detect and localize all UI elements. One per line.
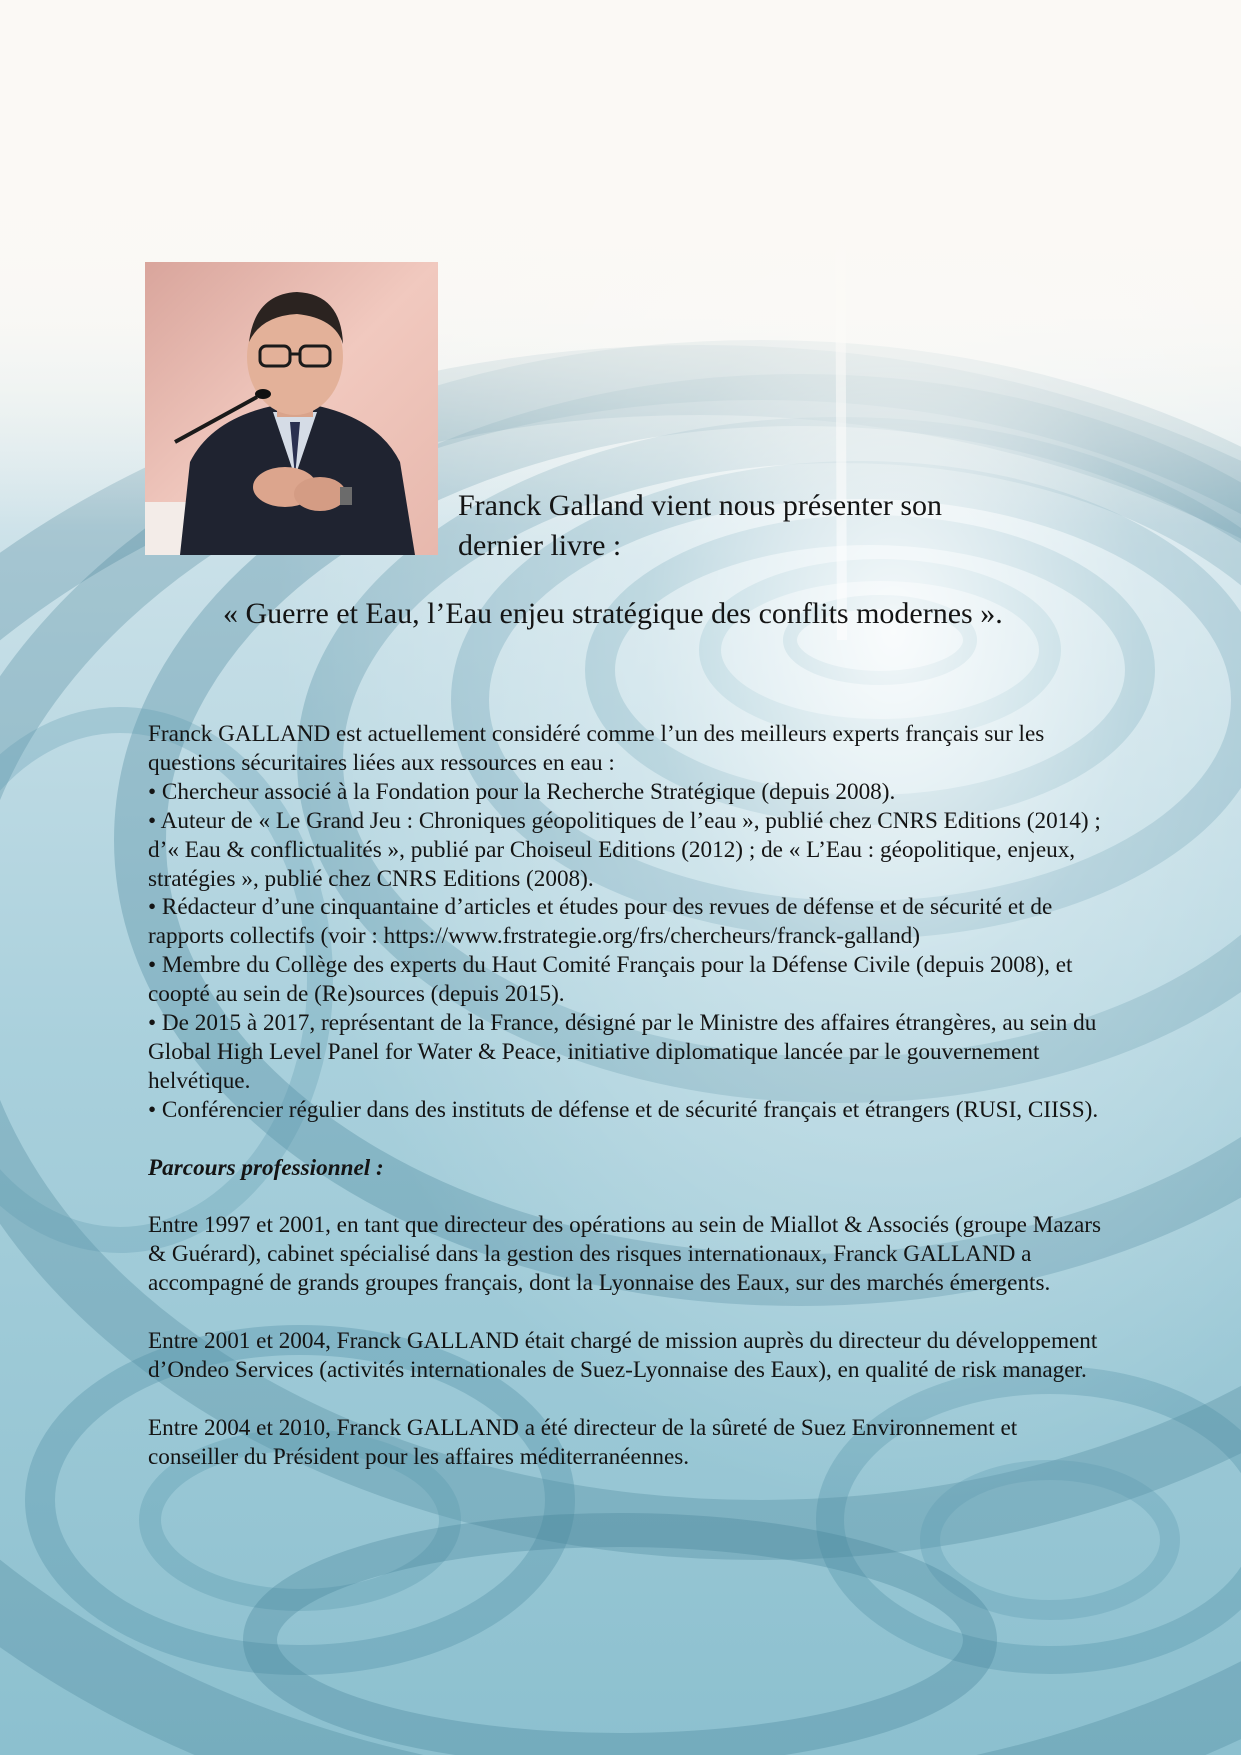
spacer	[148, 1125, 1108, 1154]
career-paragraph-1: Entre 1997 et 2001, en tant que directeur des opérations au sein de Miallot & Associés (groupe Mazars & Guérard), cabinet spécialisé dans la gestion des risques internationaux, Franck GALLAND a accompagné de grands groupes français, dont la Lyonnaise des Eaux, sur des marchés émergents.	[148, 1212, 1101, 1297]
bio-bullet-2: • Auteur de « Le Grand Jeu : Chroniques géopolitiques de l’eau », publié chez CNRS Editions (2014) ; d’« Eau & conflictualités », publié par Choiseul Editions (2012) ; de « L’Eau : géopolitique, enjeux, stratégies », publié chez CNRS Editions (2008).	[148, 807, 1101, 892]
bio-bullet-3: • Rédacteur d’une cinquantaine d’articles et études pour des revues de défense et de sécurité et de rapports collectifs (voir : https://www.frstrategie.org/frs/chercheurs/franck-galland)	[148, 894, 1053, 950]
book-title: « Guerre et Eau, l’Eau enjeu stratégique des conflits modernes ».	[223, 597, 1003, 630]
intro-line-2: dernier livre :	[458, 529, 622, 562]
spacer	[148, 1182, 1108, 1211]
intro-text	[458, 486, 1018, 566]
author-photo	[145, 262, 438, 555]
spacer	[148, 1298, 1108, 1327]
bio-bullet-1: • Chercheur associé à la Fondation pour la Recherche Stratégique (depuis 2008).	[148, 778, 896, 805]
bio-bullet-6: • Conférencier régulier dans des instituts de défense et de sécurité français et étrangers (RUSI, CIISS).	[148, 1096, 1099, 1123]
author-biography	[148, 720, 1108, 1472]
author-portrait-image	[145, 262, 438, 555]
bio-lead: Franck GALLAND est actuellement considéré comme l’un des meilleurs experts français sur les questions sécuritaires liées aux ressources en eau :	[148, 721, 1045, 776]
spacer	[148, 1385, 1108, 1414]
bio-bullet-5: • De 2015 à 2017, représentant de la France, désigné par le Ministre des affaires étrangères, au sein du Global High Level Panel for Water & Peace, initiative diplomatique lancée par le gouvernement helvétique.	[148, 1010, 1097, 1094]
career-heading: Parcours professionnel :	[148, 1154, 384, 1181]
career-paragraph-2: Entre 2001 et 2004, Franck GALLAND était chargé de mission auprès du directeur du développement d’Ondeo Services (activités internationales de Suez-Lyonnaise des Eaux), en qualité de risk manager.	[148, 1327, 1098, 1383]
bio-bullet-4: • Membre du Collège des experts du Haut Comité Français pour la Défense Civile (depuis 2008), et coopté au sein de (Re)sources (depuis 2015).	[148, 952, 1073, 1008]
intro-line-1: Franck Galland vient nous présenter son	[458, 489, 943, 522]
career-paragraph-3: Entre 2004 et 2010, Franck GALLAND a été directeur de la sûreté de Suez Environnement et conseiller du Président pour les affaires méditerranéennes.	[148, 1414, 1018, 1470]
